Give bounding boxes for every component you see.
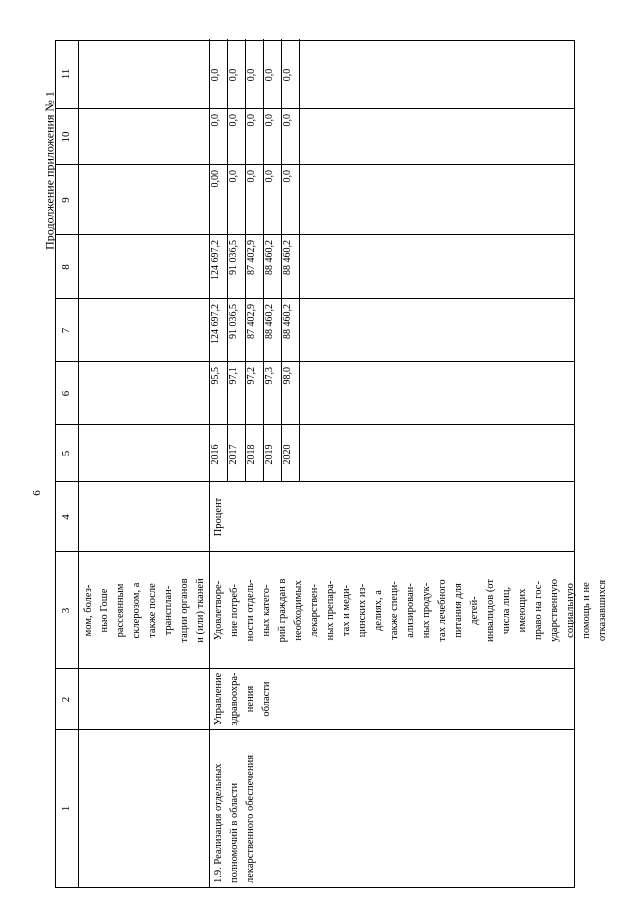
year-cell: 2016	[210, 444, 221, 465]
value-cell: 0,0	[264, 68, 275, 82]
value-cell: 0,0	[228, 68, 239, 82]
year-cell: 2017	[228, 444, 239, 465]
value-cell: 0,0	[228, 114, 239, 127]
executor-line: Управление	[213, 672, 224, 726]
value-cell: 0,0	[246, 114, 257, 127]
row-indicator	[211, 552, 611, 669]
indicator-line: ние потреб-	[229, 584, 240, 637]
value-cell: 91 036,5	[228, 240, 239, 275]
value-cell: 0,0	[282, 68, 293, 82]
row-executor	[211, 669, 275, 729]
col-num-4: 4	[60, 514, 72, 520]
table-body	[79, 40, 608, 888]
value-cell: 95,5	[210, 367, 221, 385]
rotated-table	[55, 40, 608, 888]
indicator-line: цинских из-	[357, 583, 368, 638]
cont-line: рассеянным	[115, 583, 126, 638]
value-cell: 0,0	[282, 114, 293, 127]
col-num-3: 3	[60, 607, 72, 614]
value-cell: 97,1	[228, 367, 239, 385]
value-cell: 87 402,9	[246, 240, 257, 275]
indicator-line: лекарствен-	[309, 584, 320, 637]
col-num-6: 6	[60, 390, 72, 397]
indicator-line: отказавшихся	[597, 579, 608, 642]
indicator-line: тах и меди-	[341, 584, 352, 637]
cont-line: нью Гоше	[99, 588, 110, 633]
value-cell: 88 460,2	[264, 240, 275, 275]
value-cell: 97,3	[264, 367, 275, 385]
indicator-line: числа лиц,	[501, 586, 512, 635]
table-header	[55, 40, 79, 888]
col-num-9: 9	[60, 197, 72, 203]
indicator-line: рий граждан в	[277, 578, 288, 643]
col-num-5: 5	[60, 450, 72, 457]
indicator-line: социальную	[565, 583, 576, 638]
value-cell: 88 460,2	[282, 304, 293, 339]
value-cell: 124 697,2	[210, 304, 221, 344]
value-cell: 0,0	[246, 170, 257, 183]
year-cell: 2018	[246, 444, 257, 465]
indicator-line: необходимых	[293, 580, 304, 641]
indicator-line: ных продук-	[421, 582, 432, 639]
indicator-line: также специ-	[389, 581, 400, 640]
year-cell: 2020	[282, 444, 293, 465]
cont-line: мом, болез-	[83, 584, 94, 637]
indicator-line: ных катего-	[261, 584, 272, 637]
executor-line: нения	[245, 685, 256, 713]
cont-line: и (или) тканей	[195, 578, 206, 643]
value-cell: 0,00	[210, 170, 221, 188]
col-num-7: 7	[60, 327, 72, 334]
page-number: 6	[30, 490, 43, 496]
indicator-line: тах лечебного	[437, 579, 448, 642]
indicator-line: детей-	[469, 596, 480, 625]
col-num-8: 8	[60, 264, 72, 270]
row-activity-title: 1.9. Реализация отдельных полномочий в области лекарственного обеспечения	[213, 754, 256, 883]
continuation-text	[81, 552, 209, 669]
year-cell: 2019	[264, 444, 275, 465]
value-cell: 0,0	[228, 170, 239, 183]
col-num-1: 1	[60, 805, 72, 812]
indicator-line: Удовлетворе-	[213, 580, 224, 641]
col-num-10: 10	[60, 131, 72, 143]
value-cell: 97,2	[246, 367, 257, 385]
indicator-line: помощь и не	[581, 582, 592, 639]
value-cell: 0,0	[282, 170, 293, 183]
cont-line: тации органов	[179, 578, 190, 643]
col-num-11: 11	[60, 68, 72, 80]
cont-line: трансплан-	[163, 585, 174, 636]
value-cell: 0,0	[264, 114, 275, 127]
indicator-line: право на гос-	[533, 581, 544, 640]
value-cell: 87 402,9	[246, 304, 257, 339]
indicator-line: ности отдель-	[245, 579, 256, 642]
col-num-2: 2	[60, 696, 72, 703]
value-cell: 98,0	[282, 367, 293, 385]
indicator-line: ных препара-	[325, 580, 336, 641]
row-unit: Процент	[213, 497, 224, 537]
value-cell: 124 697,2	[210, 240, 221, 280]
indicator-line: имеющих	[517, 588, 528, 633]
indicator-line: питания для	[453, 583, 464, 638]
value-cell: 88 460,2	[264, 304, 275, 339]
cont-line: склерозом, а	[131, 582, 142, 639]
indicator-line: ализирован-	[405, 583, 416, 638]
executor-line: здравоохра-	[229, 672, 240, 726]
indicator-line: ударственную	[549, 579, 560, 642]
value-cell: 0,0	[210, 68, 221, 82]
value-cell: 0,0	[264, 170, 275, 183]
executor-line: области	[261, 681, 272, 717]
value-cell: 0,0	[246, 68, 257, 82]
indicator-line: инвалидов (от	[485, 578, 496, 643]
value-cell: 91 036,5	[228, 304, 239, 339]
value-cell: 88 460,2	[282, 240, 293, 275]
indicator-line: делиях, а	[373, 590, 384, 631]
cont-line: также после	[147, 583, 158, 638]
value-cell: 0,0	[210, 114, 221, 127]
appendix-title: Продолжение приложения № 1	[42, 91, 57, 250]
